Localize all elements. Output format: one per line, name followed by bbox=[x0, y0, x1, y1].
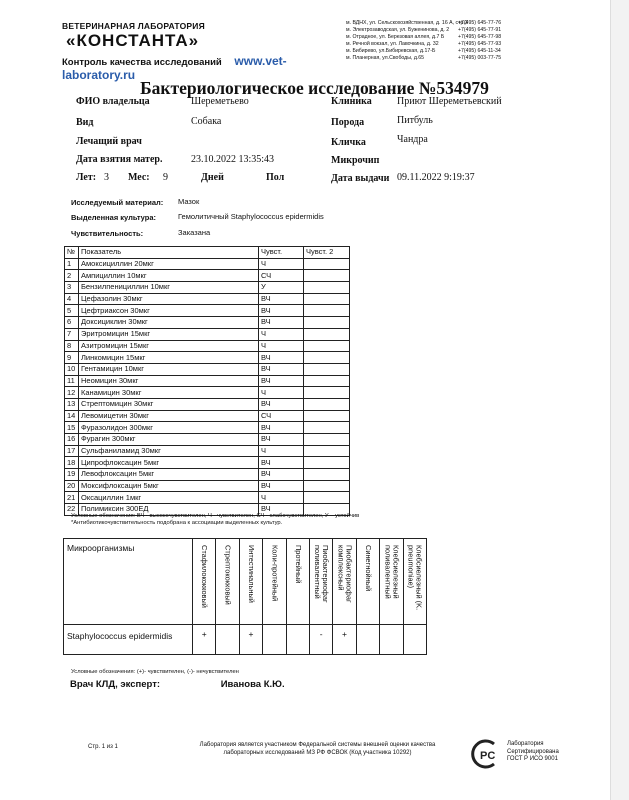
row-number: 7 bbox=[65, 328, 79, 340]
row-number: 6 bbox=[65, 317, 79, 329]
sensitivity2-value bbox=[304, 469, 350, 481]
table-row bbox=[65, 328, 350, 340]
col-header-indicator: Показатель bbox=[79, 247, 259, 259]
micro-col-label: Стрептококковый bbox=[223, 545, 233, 605]
doctor-sign-label: Врач КЛД, эксперт: bbox=[70, 679, 161, 690]
sensitivity2-value bbox=[304, 258, 350, 270]
owner-value: Шереметьево bbox=[191, 96, 249, 107]
sensitivity2-value bbox=[304, 328, 350, 340]
sensitivity2-value bbox=[304, 305, 350, 317]
page-edge bbox=[610, 0, 629, 800]
species-label: Вид bbox=[76, 117, 94, 128]
antibiotic-name: Сульфаниламид 30мкг bbox=[79, 445, 259, 457]
micro-header-label: Микроорганизмы bbox=[64, 539, 193, 625]
row-number: 14 bbox=[65, 410, 79, 422]
micro-col-label: Клебсиелезный поливалентный bbox=[383, 545, 401, 599]
antibiotic-name: Гентамицин 10мкг bbox=[79, 363, 259, 375]
table-row bbox=[65, 410, 350, 422]
report-title: Бактериологическое исследование №534979 bbox=[140, 78, 489, 98]
table-row bbox=[65, 352, 350, 364]
sensitivity2-value bbox=[304, 480, 350, 492]
sensitivity-value: ВЧ bbox=[259, 480, 304, 492]
table-row bbox=[65, 434, 350, 446]
sensitivity-value: Ч bbox=[259, 340, 304, 352]
sensitivity2-value bbox=[304, 293, 350, 305]
sensitivity-value: Ч bbox=[259, 445, 304, 457]
sensitivity-value: ВЧ bbox=[259, 293, 304, 305]
sensitivity2-value bbox=[304, 317, 350, 329]
row-number: 13 bbox=[65, 398, 79, 410]
sensitivity-value: СЧ bbox=[259, 410, 304, 422]
sensitivity-value: ВЧ bbox=[259, 457, 304, 469]
microorganism-table bbox=[63, 538, 427, 655]
doctor-signature bbox=[70, 679, 285, 690]
legend-line-2: *Антибиотикочувствительность подобрана к ассоциации выделенных культур. bbox=[71, 520, 283, 526]
micro-col-header bbox=[239, 539, 262, 625]
row-number: 5 bbox=[65, 305, 79, 317]
micro-cell: + bbox=[333, 625, 356, 655]
sensitivity2-value bbox=[304, 375, 350, 387]
table-row bbox=[65, 258, 350, 270]
address-item: м. Электрозаводская, ул. Бужениновa, д. 2 bbox=[346, 27, 450, 33]
micro-header-row bbox=[64, 539, 427, 625]
row-number: 8 bbox=[65, 340, 79, 352]
sensitivity2-value bbox=[304, 340, 350, 352]
row-number: 17 bbox=[65, 445, 79, 457]
address-item: м. Бибирево, ул.Бибиревская, д.17-Б bbox=[346, 48, 436, 54]
lab-prefix: ВЕТЕРИНАРНАЯ ЛАБОРАТОРИЯ bbox=[62, 21, 205, 31]
micro-cell bbox=[286, 625, 309, 655]
sensitivity-value: СЧ bbox=[259, 270, 304, 282]
col-header-num: № bbox=[65, 247, 79, 259]
table-row bbox=[65, 445, 350, 457]
phone-item: +7(495) 645-77-93 bbox=[458, 41, 502, 47]
sensitivity2-value bbox=[304, 282, 350, 294]
sensitivity-value: Ч bbox=[259, 258, 304, 270]
lab-name-line bbox=[62, 21, 342, 51]
micro-legend: Условные обозначения: (+)- чувствителен, (-)- нечувствителен bbox=[71, 669, 239, 675]
sensitivity-value: ВЧ bbox=[259, 363, 304, 375]
antibiotic-name: Фурагин 300мкг bbox=[79, 434, 259, 446]
micro-cell: - bbox=[309, 625, 332, 655]
antibiotic-name: Фуразолидон 300мкг bbox=[79, 422, 259, 434]
micro-cell: + bbox=[193, 625, 216, 655]
antibiotic-name: Левофлоксацин 5мкг bbox=[79, 469, 259, 481]
row-number: 16 bbox=[65, 434, 79, 446]
sensitivity-value: ВЧ bbox=[259, 504, 304, 516]
antibiotic-name: Линкомицин 15мкг bbox=[79, 352, 259, 364]
material-value: Мазок bbox=[178, 197, 200, 206]
row-number: 1 bbox=[65, 258, 79, 270]
table-row bbox=[65, 480, 350, 492]
micro-col-label: Протейный bbox=[293, 545, 303, 584]
quality-label: Контроль качества исследований bbox=[62, 57, 222, 68]
micro-col-label: Стафилококковый bbox=[200, 545, 210, 608]
sensitivity2-value bbox=[304, 457, 350, 469]
antibiotic-name: Азитромицин 15мкг bbox=[79, 340, 259, 352]
footer-text: Лаборатория является участником Федеральной системы внешней оценки качества лабораторных исследований МЗ РФ ФСВОК (Код участника 10292) bbox=[199, 742, 436, 756]
doctor-label: Лечащий врач bbox=[76, 136, 142, 147]
sensitivity2-value bbox=[304, 445, 350, 457]
micro-col-header bbox=[263, 539, 286, 625]
sensitivity-value: ВЧ bbox=[259, 398, 304, 410]
antibiotic-name: Оксациллин 1мкг bbox=[79, 492, 259, 504]
row-number: 3 bbox=[65, 282, 79, 294]
months-label: Мес: bbox=[128, 172, 150, 183]
table-header-row bbox=[65, 247, 350, 259]
micro-col-header bbox=[193, 539, 216, 625]
sensitivity-value: У bbox=[259, 282, 304, 294]
sensitivity2-value bbox=[304, 387, 350, 399]
species-value: Собака bbox=[191, 116, 222, 127]
address-item: м. Планерная, ул.Свободы, д.65 bbox=[346, 55, 425, 61]
page-number: Стр. 1 из 1 bbox=[88, 744, 118, 750]
breed-value: Питбуль bbox=[397, 115, 433, 126]
cert-line: ГОСТ Р ИСО 9001 bbox=[507, 756, 558, 762]
table-row bbox=[65, 422, 350, 434]
table-row bbox=[65, 270, 350, 282]
antibiotic-name: Доксициклин 30мкг bbox=[79, 317, 259, 329]
cert-line: Лаборатория bbox=[507, 741, 544, 747]
row-number: 21 bbox=[65, 492, 79, 504]
certification-logo-icon bbox=[468, 738, 504, 770]
breed-label: Порода bbox=[331, 117, 365, 128]
phone-list bbox=[458, 20, 518, 62]
antibiotic-name: Канамицин 30мкг bbox=[79, 387, 259, 399]
antibiotic-name: Полимиксин 300ЕД bbox=[79, 504, 259, 516]
svg-text:PC: PC bbox=[480, 750, 496, 762]
row-number: 4 bbox=[65, 293, 79, 305]
micro-col-label: Синегнойный bbox=[363, 545, 373, 592]
sensitivity2-value bbox=[304, 434, 350, 446]
antibiotic-name: Левомицетин 30мкг bbox=[79, 410, 259, 422]
micro-col-label: Коли-протейный bbox=[270, 545, 280, 602]
micro-col-header bbox=[309, 539, 332, 625]
micro-cell bbox=[263, 625, 286, 655]
sensitivity-value: ВЧ bbox=[259, 317, 304, 329]
micro-cell bbox=[403, 625, 426, 655]
years-value: 3 bbox=[104, 172, 109, 183]
sensitivity2-value bbox=[304, 422, 350, 434]
row-number: 2 bbox=[65, 270, 79, 282]
sex-label: Пол bbox=[266, 172, 285, 183]
micro-col-label: Интестинальный bbox=[246, 545, 256, 603]
row-number: 20 bbox=[65, 480, 79, 492]
sensitivity-value: ВЧ bbox=[259, 469, 304, 481]
days-label: Дней bbox=[201, 172, 224, 183]
culture-value: Гемолитичный Staphylococcus epidermidis bbox=[178, 212, 324, 221]
lab-header bbox=[62, 21, 342, 82]
table-row bbox=[65, 282, 350, 294]
micro-cell bbox=[380, 625, 403, 655]
certification-text bbox=[507, 741, 559, 764]
sensitivity2-value bbox=[304, 410, 350, 422]
micro-col-header bbox=[403, 539, 426, 625]
micro-col-header bbox=[216, 539, 239, 625]
sensitivity2-value bbox=[304, 270, 350, 282]
sensitivity-value: Заказана bbox=[178, 228, 211, 237]
antibiotic-name: Неомицин 30мкг bbox=[79, 375, 259, 387]
antibiotic-name: Цефтриаксон 30мкг bbox=[79, 305, 259, 317]
date-taken-label: Дата взятия матер. bbox=[76, 154, 163, 165]
micro-col-label: Клебсиелезный (K. pneumoniae) bbox=[406, 545, 424, 611]
sensitivity2-value bbox=[304, 352, 350, 364]
lab-brand: «КОНСТАНТА» bbox=[66, 31, 200, 50]
sensitivity2-value bbox=[304, 363, 350, 375]
row-number: 12 bbox=[65, 387, 79, 399]
phone-item: +7(495) 645-11-34 bbox=[458, 48, 501, 54]
sensitivity-value: ВЧ bbox=[259, 375, 304, 387]
cert-line: Сертифицирована bbox=[507, 748, 559, 755]
table-row bbox=[65, 293, 350, 305]
micro-col-header bbox=[286, 539, 309, 625]
material-label: Исследуемый материал: bbox=[71, 198, 164, 207]
row-number: 15 bbox=[65, 422, 79, 434]
issue-date-value: 09.11.2022 9:19:37 bbox=[397, 172, 475, 183]
micro-cell: + bbox=[239, 625, 262, 655]
micro-row bbox=[64, 625, 427, 655]
address-item: м. ВДНХ, ул. Сельскохозяйственная, д. 16 А, стр.3 bbox=[346, 20, 468, 26]
micro-col-header bbox=[380, 539, 403, 625]
phone-item: +7(495) 645-77-91 bbox=[458, 27, 502, 33]
table-row bbox=[65, 317, 350, 329]
sensitivity-value: Ч bbox=[259, 387, 304, 399]
website-link[interactable]: www.vet-laboratory.ru bbox=[62, 54, 287, 82]
sensitivity2-value bbox=[304, 492, 350, 504]
address-item: м. Отрадное, ул. Березовая аллея, д.7 Б bbox=[346, 34, 445, 40]
antibiotic-name: Стрептомицин 30мкг bbox=[79, 398, 259, 410]
row-number: 22 bbox=[65, 504, 79, 516]
row-number: 18 bbox=[65, 457, 79, 469]
culture-label: Выделенная культура: bbox=[71, 213, 157, 222]
nickname-label: Кличка bbox=[331, 137, 366, 148]
sensitivity-value: Ч bbox=[259, 492, 304, 504]
sensitivity-value: Ч bbox=[259, 328, 304, 340]
antibiotic-name: Бензилпенициллин 10мкг bbox=[79, 282, 259, 294]
col-header-sens: Чувст. bbox=[259, 247, 304, 259]
micro-cell bbox=[216, 625, 239, 655]
col-header-sens2: Чувст. 2 bbox=[304, 247, 350, 259]
table-row bbox=[65, 340, 350, 352]
antibiotic-name: Ампициллин 10мкг bbox=[79, 270, 259, 282]
address-item: м. Речной вокзал, ул. Лавочкина, д. 32 bbox=[346, 41, 439, 47]
owner-label: ФИО владельца bbox=[76, 96, 150, 107]
years-label: Лет: bbox=[76, 172, 97, 183]
sensitivity-value: ВЧ bbox=[259, 352, 304, 364]
sensitivity-label: Чувствительность: bbox=[71, 229, 144, 238]
doctor-sign-name: Иванова К.Ю. bbox=[220, 679, 285, 690]
issue-date-label: Дата выдачи bbox=[331, 173, 390, 184]
table-row bbox=[65, 305, 350, 317]
table-row bbox=[65, 375, 350, 387]
micro-cell bbox=[356, 625, 379, 655]
table-row bbox=[65, 363, 350, 375]
micro-col-header bbox=[333, 539, 356, 625]
row-number: 11 bbox=[65, 375, 79, 387]
sensitivity2-value bbox=[304, 398, 350, 410]
legend-line-1: Условные обозначения: ВЧ - высокочувствителен, Ч - чувствителен, СЧ - слабочувствителен, У – устойчив bbox=[71, 513, 360, 519]
table-row bbox=[65, 457, 350, 469]
micro-row-name: Staphylococcus epidermidis bbox=[64, 625, 193, 655]
phone-item: +7(495) 645-77-76 bbox=[458, 20, 502, 26]
table-row bbox=[65, 398, 350, 410]
sensitivity-value: ВЧ bbox=[259, 422, 304, 434]
table-row bbox=[65, 469, 350, 481]
phone-item: +7(495) 645-77-98 bbox=[458, 34, 502, 40]
row-number: 19 bbox=[65, 469, 79, 481]
row-number: 9 bbox=[65, 352, 79, 364]
micro-col-label: Пиобактериофаг комплексный bbox=[336, 545, 354, 603]
antibiotic-table bbox=[64, 246, 350, 516]
antibiotic-name: Ципрофлоксацин 5мкг bbox=[79, 457, 259, 469]
row-number: 10 bbox=[65, 363, 79, 375]
sensitivity-value: ВЧ bbox=[259, 305, 304, 317]
micro-col-header bbox=[356, 539, 379, 625]
nickname-value: Чандра bbox=[397, 134, 428, 145]
antibiotic-name: Моксифлоксацин 5мкг bbox=[79, 480, 259, 492]
antibiotic-name: Цефазолин 30мкг bbox=[79, 293, 259, 305]
phone-item: +7(495) 003-77-75 bbox=[458, 55, 502, 61]
antibiotic-name: Эритромицин 15мкг bbox=[79, 328, 259, 340]
micro-col-label: Пиобактериофаг поливалентный bbox=[313, 545, 331, 603]
date-taken-value: 23.10.2022 13:35:43 bbox=[191, 154, 275, 165]
antibiotic-name: Амоксициллин 20мкг bbox=[79, 258, 259, 270]
microchip-label: Микрочип bbox=[331, 155, 380, 166]
months-value: 9 bbox=[163, 172, 168, 183]
clinic-value: Приют Шереметьевский bbox=[397, 96, 502, 107]
clinic-label: Клиника bbox=[331, 96, 372, 107]
table-row bbox=[65, 492, 350, 504]
table-row bbox=[65, 387, 350, 399]
sensitivity-value: ВЧ bbox=[259, 434, 304, 446]
